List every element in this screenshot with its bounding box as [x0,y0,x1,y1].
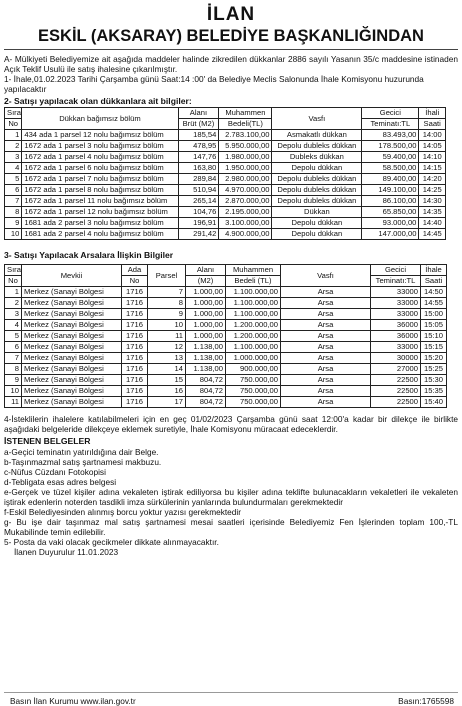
shop-cell: 289,84 [178,174,219,185]
land-cell: 15:20 [421,353,447,364]
shop-cell: 510,94 [178,185,219,196]
land-row [5,298,447,309]
shop-cell: 265,14 [178,196,219,207]
land-cell: 15 [148,375,186,386]
shop-cell: 1681 ada 2 parsel 3 nolu bağımsız bölüm [22,218,178,229]
land-cell: 9 [148,309,186,320]
land-cell: 10 [148,320,186,331]
shop-cell: 178.500,00 [362,141,419,152]
land-cell: 2 [5,298,22,309]
section3-title: 3- Satışı Yapılacak Arsalara İlişkin Bilgiler [4,250,174,260]
land-cell: 1716 [122,353,148,364]
shop-cell: 65.850,00 [362,207,419,218]
land-row [5,353,447,364]
col-parsel: Parsel [148,265,186,287]
land-cell: 750.000,00 [226,386,281,397]
land-row [5,386,447,397]
shop-row [5,185,446,196]
col-vasfi: Vasfı [281,265,371,287]
land-cell: 1.000,00 [186,331,226,342]
shop-cell: 163,80 [178,163,219,174]
land-cell: Arsa [281,353,371,364]
land-cell: 1716 [122,287,148,298]
title-municipality: ESKİL (AKSARAY) BELEDİYE BAŞKANLIĞINDAN [38,27,424,45]
land-cell: 15:15 [421,342,447,353]
intro-block [4,49,458,94]
land-cell: 3 [5,309,22,320]
land-cell: 10 [5,386,22,397]
shop-cell: 1672 ada 1 parsel 3 nolu bağımsız bölüm [22,141,178,152]
footer [4,692,458,706]
doc-item: c-Nüfus Cüzdanı Fotokopisi [4,467,106,477]
shop-cell: 1672 ada 1 parsel 4 nolu bağımsız bölüm [22,152,178,163]
land-cell: Arsa [281,298,371,309]
land-cell: Arsa [281,331,371,342]
land-cell: 11 [5,397,22,408]
land-cell: 22500 [371,375,421,386]
shop-cell: 14:25 [419,185,446,196]
land-cell: 1716 [122,364,148,375]
land-cell: 1.100.000,00 [226,298,281,309]
col-ada-no: No [122,276,148,287]
col-saati: Saati [419,119,446,130]
shop-cell: Depolu dükkan [272,229,362,240]
announcement-page [4,0,458,706]
shop-cell: 59.400,00 [362,152,419,163]
land-cell: 15:40 [421,397,447,408]
footer-source: Basın İlan Kurumu www.ilan.gov.tr [10,696,136,706]
shop-cell: 14:40 [419,218,446,229]
shop-cell: 1672 ada 1 parsel 7 nolu bağımsız bölüm [22,174,178,185]
shop-cell: 2.980.000,00 [219,174,272,185]
col-bedeli: Bedeli(TL) [219,119,272,130]
land-cell: 804,72 [186,386,226,397]
land-cell: 1.138,00 [186,353,226,364]
land-cell: 33000 [371,309,421,320]
shop-cell: 83.493,00 [362,130,419,141]
shop-cell: 14:20 [419,174,446,185]
land-cell: Merkez (Sanayi Bölgesi [22,386,122,397]
land-cell: 30000 [371,353,421,364]
land-cell: 1716 [122,309,148,320]
shop-cell: 1672 ada 1 parsel 12 nolu bağımsız bölüm [22,207,178,218]
land-cell: 750.000,00 [226,375,281,386]
shop-cell: 5 [5,174,22,185]
land-cell: 1.000,00 [186,298,226,309]
shop-cell: 6 [5,185,22,196]
land-cell: 1.000,00 [186,320,226,331]
land-cell: 15:10 [421,331,447,342]
shop-row [5,218,446,229]
shop-cell: 3 [5,152,22,163]
land-cell: 12 [148,342,186,353]
col-m2: (M2) [186,276,226,287]
col-teminat: Teminatı:TL [362,119,419,130]
doc-item: b-Taşınmazmal satış şartnamesi makbuzu. [4,457,162,467]
shop-cell: 1.980.000,00 [219,152,272,163]
land-cell: 13 [148,353,186,364]
land-cell: 7 [148,287,186,298]
shop-cell: 1672 ada 1 parsel 6 nolu bağımsız bölüm [22,163,178,174]
shop-cell: Depolu dükkan [272,218,362,229]
shop-cell: 10 [5,229,22,240]
shop-cell: 196,91 [178,218,219,229]
land-row [5,364,447,375]
land-cell: 15:25 [421,364,447,375]
land-cell: 1.000,00 [186,309,226,320]
shop-cell: Asmakatlı dükkan [272,130,362,141]
paragraph-4: 4-İsteklilerin ihalelere katılabilmeleri için en geç 01/02/2023 Çarşamba günü saat 12:00'a kadar bir dilekçe ile birlikte aşağıdaki belgeleride dilekçeye eklemek suretiyle, İhale Komisyonu müracaat edeceklerdir. [4,414,458,434]
land-cell: 1716 [122,342,148,353]
land-cell: 33000 [371,298,421,309]
intro-p1: 1- İhale,01.02.2023 Tarihi Çarşamba günü Saat:14 :00' da Belediye Meclis Salonunda İhale Komisyonu huzurunda yapılacaktır [4,74,424,94]
land-cell: 17 [148,397,186,408]
col-gecici: Gecici [362,108,419,119]
land-row [5,375,447,386]
land-cell: 11 [148,331,186,342]
shop-cell: 2.195.000,00 [219,207,272,218]
land-row [5,397,447,408]
shop-cell: 149.100,00 [362,185,419,196]
land-cell: 15:00 [421,309,447,320]
section2-title: 2- Satışı yapılacak olan dükkanlara ait bilgiler: [4,96,192,106]
land-cell: 804,72 [186,397,226,408]
doc-item: a-Geçici teminatın yatırıldığına dair Belge. [4,447,159,457]
shops-table [4,107,446,240]
shop-cell: 3.100.000,00 [219,218,272,229]
land-cell: 1 [5,287,22,298]
intro-a: A- Mülkiyeti Belediyemize ait aşağıda maddeler halinde zikredilen dükkanlar 2886 sayılı Yasanın 35/c maddesine istinaden Açık Teklif Usulü ile satış ihalesine çıkarılmıştır. [4,54,458,74]
land-cell: 1.200.000,00 [226,320,281,331]
land-cell: Merkez (Sanayi Bölgesi [22,309,122,320]
col-ada: Ada [122,265,148,276]
shop-cell: 14:30 [419,196,446,207]
land-cell: Merkez (Sanayi Bölgesi [22,342,122,353]
land-cell: 900.000,00 [226,364,281,375]
land-cell: 1.000.000,00 [226,353,281,364]
land-cell: 15:30 [421,375,447,386]
doc-item: f-Eskil Belediyesinden alınmış borcu yoktur yazısı gerekmektedir [4,507,242,517]
land-cell: 1.138,00 [186,342,226,353]
land-cell: Merkez (Sanayi Bölgesi [22,287,122,298]
land-cell: 1716 [122,298,148,309]
shop-cell: 147,76 [178,152,219,163]
shop-cell: 2 [5,141,22,152]
doc-item: d-Tebligata esas adres belgesi [4,477,117,487]
shop-cell: 93.000,00 [362,218,419,229]
shop-cell: 5.950.000,00 [219,141,272,152]
shop-cell: 1672 ada 1 parsel 11 nolu bağımsız bölüm [22,196,178,207]
land-cell: 22500 [371,397,421,408]
shop-row [5,207,446,218]
land-cell: 15:35 [421,386,447,397]
col-gecici: Gecici [371,265,421,276]
title-ilan: İLAN [206,4,256,25]
land-cell: Merkez (Sanayi Bölgesi [22,364,122,375]
shop-cell: Depolu dubleks dükkan [272,185,362,196]
land-cell: Arsa [281,287,371,298]
land-cell: Merkez (Sanayi Bölgesi [22,331,122,342]
shop-cell: Depolu dubleks dükkan [272,196,362,207]
land-cell: 8 [5,364,22,375]
col-bedeli: Bedeli (TL) [226,276,281,287]
col-teminat: Teminatı:TL [371,276,421,287]
land-cell: Merkez (Sanayi Bölgesi [22,375,122,386]
land-cell: 750.000,00 [226,397,281,408]
land-cell: 14:50 [421,287,447,298]
col-ihale: İhale [421,265,447,276]
land-cell: 5 [5,331,22,342]
land-cell: Arsa [281,375,371,386]
col-alani: Alanı [178,108,219,119]
land-cell: Merkez (Sanayi Bölgesi [22,320,122,331]
land-cell: 1.200.000,00 [226,331,281,342]
col-brut: Brüt (M2) [178,119,219,130]
land-cell: 1.100.000,00 [226,287,281,298]
shop-cell: 8 [5,207,22,218]
shop-cell: 58.500,00 [362,163,419,174]
land-row [5,287,447,298]
col-sira: Sıra [5,108,22,119]
col-saati: Saati [421,276,447,287]
land-row [5,331,447,342]
land-cell: 1.000,00 [186,287,226,298]
land-cell: 1716 [122,375,148,386]
land-cell: 4 [5,320,22,331]
col-muhammen: Muhammen [219,108,272,119]
land-row [5,320,447,331]
land-cell: Merkez (Sanayi Bölgesi [22,353,122,364]
shop-row [5,141,446,152]
col-vasfi: Vasfı [272,108,362,130]
land-cell: Merkez (Sanayi Bölgesi [22,397,122,408]
land-cell: 1716 [122,320,148,331]
land-cell: Arsa [281,342,371,353]
shop-cell: 86.100,00 [362,196,419,207]
land-cell: Arsa [281,309,371,320]
shop-cell: 104,76 [178,207,219,218]
land-cell: 7 [5,353,22,364]
land-cell: Arsa [281,320,371,331]
doc-item: g- Bu işe dair taşınmaz mal satış şartnamesi mesai saatleri içerisinde Belediyemiz Fen İşlerinden toplam 100,-TL Mukabilinde temin edilebilir. [4,517,458,537]
shop-cell: 14:00 [419,130,446,141]
shop-row [5,130,446,141]
shop-row [5,174,446,185]
shop-cell: 4.900.000,00 [219,229,272,240]
col-alani: Alanı [186,265,226,276]
land-cell: 1.138,00 [186,364,226,375]
shop-cell: 1 [5,130,22,141]
land-cell: 1716 [122,331,148,342]
land-cell: 36000 [371,331,421,342]
col-sira: Sıra [5,265,22,276]
land-cell: 36000 [371,320,421,331]
shop-row [5,152,446,163]
shop-cell: Dubleks dükkan [272,152,362,163]
shop-cell: 1681 ada 2 parsel 4 nolu bağımsız bölüm [22,229,178,240]
land-cell: 9 [5,375,22,386]
land-cell: Arsa [281,397,371,408]
land-row [5,309,447,320]
land-cell: 27000 [371,364,421,375]
col-ihale: İhali [419,108,446,119]
shop-cell: 14:35 [419,207,446,218]
shop-cell: 4.970.000,00 [219,185,272,196]
shop-cell: Depolu dubleks dükkan [272,174,362,185]
shop-row [5,229,446,240]
shop-cell: 1.950.000,00 [219,163,272,174]
shop-cell: 2.783.100,00 [219,130,272,141]
land-cell: Merkez (Sanayi Bölgesi [22,298,122,309]
land-cell: 22500 [371,386,421,397]
land-cell: 16 [148,386,186,397]
shop-cell: 4 [5,163,22,174]
col-bolum: Dükkan bağımsız bölüm [22,108,178,130]
shop-cell: 14:45 [419,229,446,240]
col-no: No [5,276,22,287]
shop-cell: 9 [5,218,22,229]
land-cell: 33000 [371,342,421,353]
col-muhammen: Muhammen [226,265,281,276]
land-cell: 1.100.000,00 [226,342,281,353]
docs-title: İSTENEN BELGELER [4,436,91,446]
land-cell: 1716 [122,386,148,397]
doc-item: e-Gerçek ve tüzel kişiler adına vekaleten iştirak ediliyorsa bu kişiler adına teklifte bulunacakların vekaletleri ile vekaleten iştirak edenlerin noterden tasdikli imza sürkülerinin yanlarında bulundurmaları gerekmektedir [4,487,458,507]
col-mevkii: Mevkii [22,265,122,287]
land-cell: Arsa [281,364,371,375]
docs-list [4,447,458,537]
land-cell: 14 [148,364,186,375]
shop-cell: 14:10 [419,152,446,163]
shop-cell: 2.870.000,00 [219,196,272,207]
shop-cell: 147.000,00 [362,229,419,240]
land-cell: 33000 [371,287,421,298]
shop-cell: 434 ada 1 parsel 12 nolu bağımsız bölüm [22,130,178,141]
lands-table [4,264,447,408]
shop-cell: 478,95 [178,141,219,152]
shop-cell: Depolu dubleks dükkan [272,141,362,152]
land-cell: 15:05 [421,320,447,331]
shop-cell: 1672 ada 1 parsel 8 nolu bağımsız bölüm [22,185,178,196]
land-cell: Arsa [281,386,371,397]
shop-cell: 185,54 [178,130,219,141]
land-cell: 804,72 [186,375,226,386]
land-cell: 6 [5,342,22,353]
paragraph-5: 5- Posta da vaki olacak gecikmeler dikkate alınmayacaktır. [4,537,219,547]
shop-cell: 14:05 [419,141,446,152]
announce-date: İlanen Duyurulur 11.01.2023 [14,547,119,557]
land-cell: 1.100.000,00 [226,309,281,320]
shop-cell: Dükkan [272,207,362,218]
shop-cell: 291,42 [178,229,219,240]
shop-cell: 7 [5,196,22,207]
footer-press-id: Basın:1765598 [398,696,454,706]
land-cell: 8 [148,298,186,309]
shop-row [5,196,446,207]
shop-cell: Depolu dükkan [272,163,362,174]
shop-row [5,163,446,174]
col-no: No [5,119,22,130]
land-cell: 1716 [122,397,148,408]
land-row [5,342,447,353]
shop-cell: 14:15 [419,163,446,174]
shop-cell: 89.400,00 [362,174,419,185]
land-cell: 14:55 [421,298,447,309]
